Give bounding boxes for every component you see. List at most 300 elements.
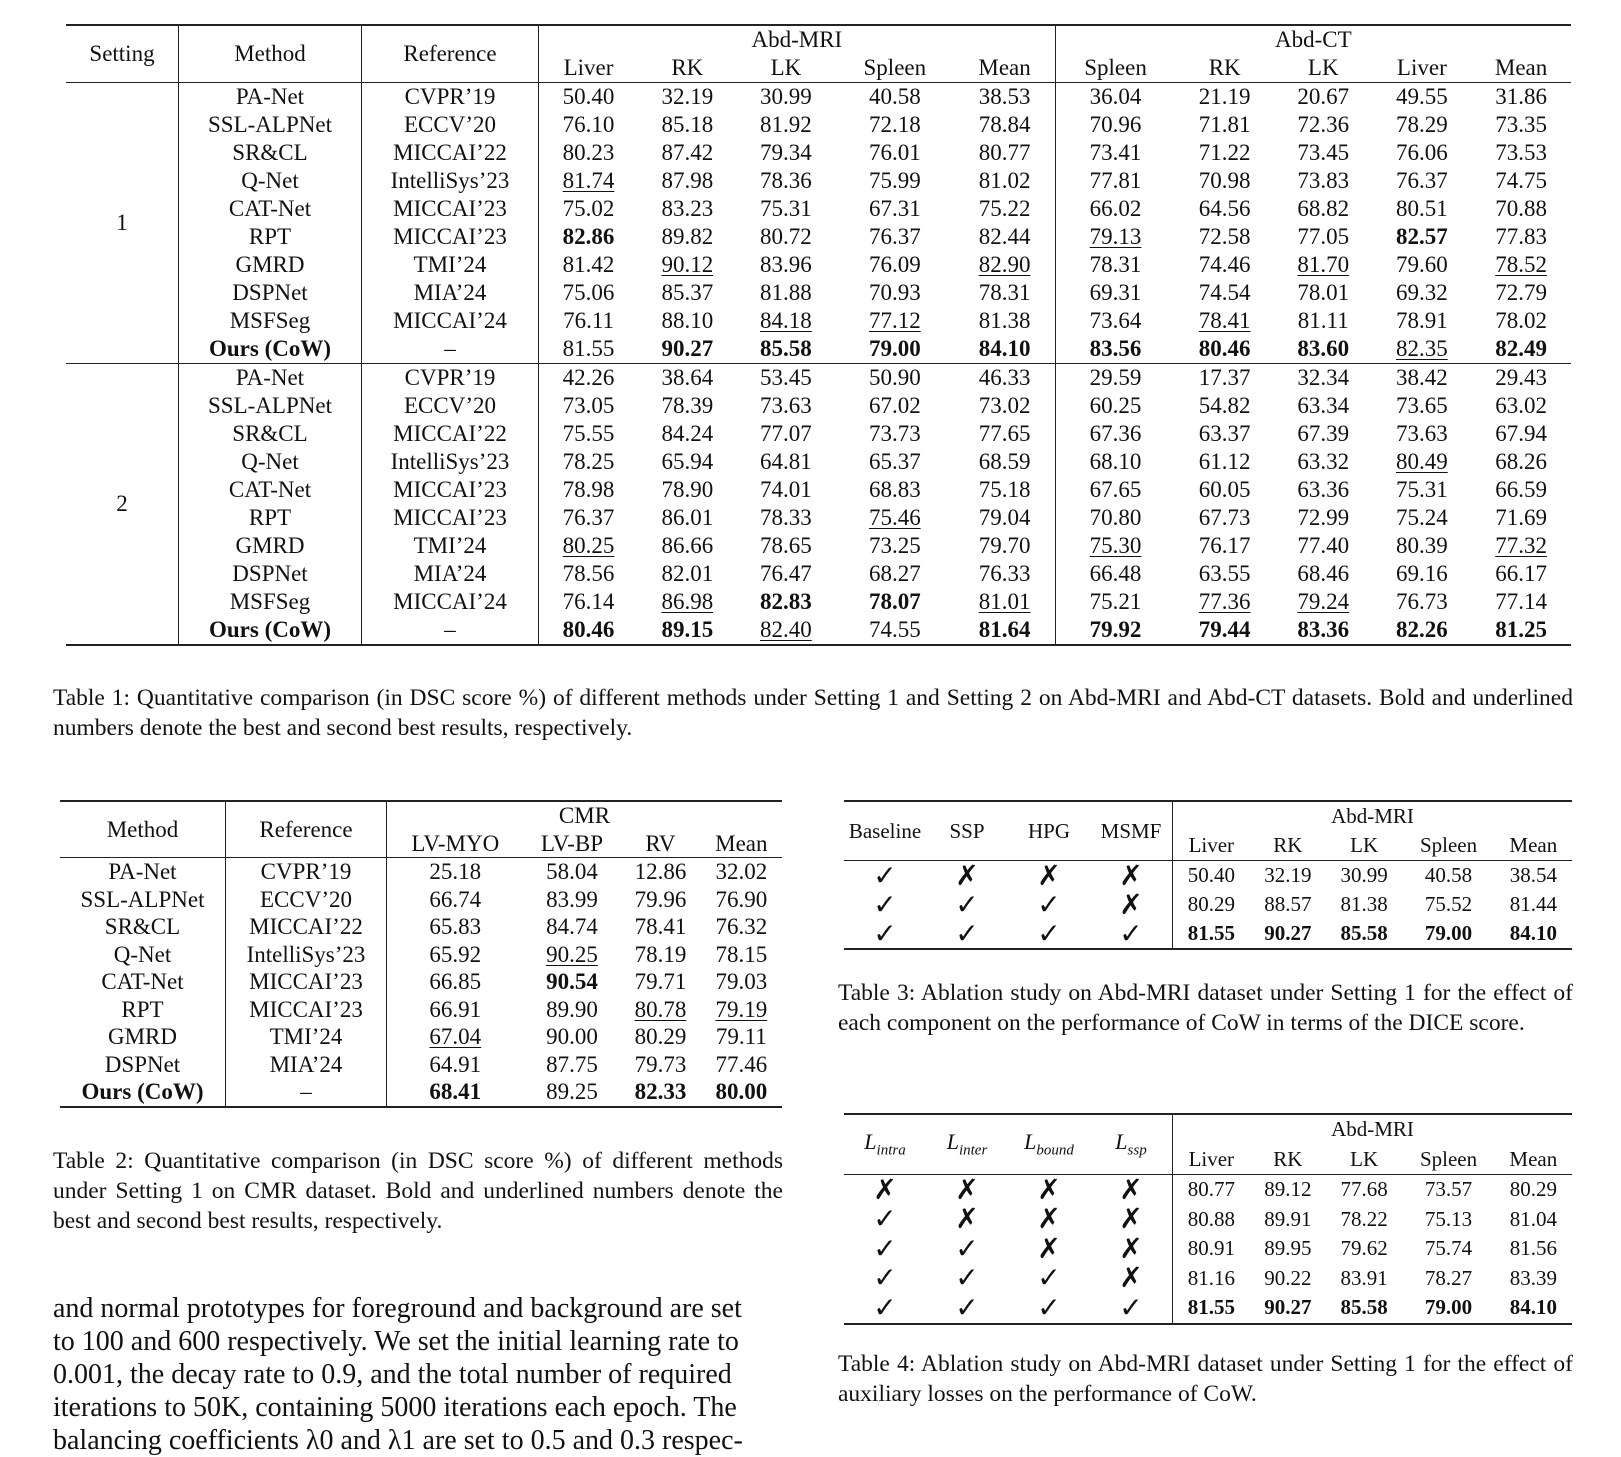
t3-value-cell: 75.52: [1424, 892, 1473, 917]
t1-value: 87.98: [661, 168, 714, 194]
t1-value: 77.81: [1089, 168, 1142, 194]
t1-value-cell: [1175, 139, 1274, 167]
t1-subheader-liver: Liver: [1396, 55, 1447, 81]
t1-value-cell: [737, 448, 836, 476]
t1-value: 88.10: [661, 308, 714, 334]
t1-value-cell: [1175, 420, 1274, 448]
t1-value-cell: [539, 532, 639, 560]
t1-value-cell: [1274, 195, 1373, 223]
t1-value: 17.37: [1198, 365, 1251, 391]
t2-value-cell: [524, 996, 621, 1024]
t1-value: 53.45: [760, 365, 812, 391]
t1-value: 67.02: [868, 393, 921, 419]
t1-reference-cell: TMI’24: [362, 532, 539, 560]
t1-value: 81.55: [562, 336, 615, 362]
t1-value: 73.65: [1395, 393, 1448, 419]
t1-value: 76.37: [868, 224, 921, 250]
t1-value: 79.13: [1089, 224, 1142, 250]
t1-value: 78.36: [760, 168, 812, 194]
t1-reference-cell: MICCAI’23: [362, 504, 539, 532]
t2-value: 90.25: [546, 941, 598, 967]
t1-subheader-lk: LK: [770, 55, 802, 81]
t1-value-cell: [737, 560, 836, 588]
t1-value: 76.14: [562, 589, 615, 615]
t2-value: 77.46: [715, 1051, 768, 1077]
check-icon: ✓: [873, 887, 897, 921]
t1-value: 68.27: [868, 561, 921, 587]
t1-value: 78.29: [1395, 112, 1448, 138]
t1-value: 29.59: [1089, 365, 1142, 391]
t1-value: 63.37: [1198, 421, 1251, 447]
t1-value: 74.55: [868, 617, 921, 643]
t2-value: 90.54: [546, 969, 598, 995]
t4-value-cell: 80.77: [1173, 1175, 1250, 1205]
t1-value-cell: [1175, 560, 1274, 588]
t1-value: 67.94: [1495, 421, 1547, 447]
t1-value: 60.25: [1089, 393, 1142, 419]
t1-method-cell: SSL-ALPNet: [179, 392, 362, 420]
t1-method-cell: RPT: [179, 223, 362, 251]
t1-value: 65.94: [661, 449, 714, 475]
t1-reference-cell: ECCV’20: [362, 392, 539, 420]
check-icon: ✓: [955, 1231, 979, 1265]
cross-icon: ✗: [1119, 1202, 1143, 1236]
t1-value: 90.12: [661, 252, 714, 278]
t1-value-cell: [835, 560, 954, 588]
t4-value-cell: 81.04: [1509, 1206, 1557, 1231]
t1-method-cell: CAT-Net: [179, 195, 362, 223]
t1-value-cell: [1055, 588, 1175, 616]
t2-value-cell: [620, 996, 700, 1024]
t1-method-cell: MSFSeg: [179, 307, 362, 335]
t3-subheader-rk: RK: [1273, 833, 1303, 858]
t1-value-cell: [539, 307, 639, 335]
table-row: [844, 1234, 1572, 1264]
t1-value: 64.56: [1198, 196, 1251, 222]
table-3-caption: Table 3: Ablation study on Abd-MRI dataset under Setting 1 for the effect of each component on the performance of CoW in terms of the DICE score.: [838, 980, 1573, 1036]
t1-value-cell: [954, 504, 1055, 532]
t4-loss-symbol: L: [946, 1128, 959, 1154]
check-icon: ✓: [873, 916, 897, 950]
t1-value: 79.92: [1089, 617, 1142, 643]
t1-value-cell: [1175, 223, 1274, 251]
t3-value-cell: 30.99: [1340, 863, 1388, 888]
t1-value: 82.49: [1495, 336, 1547, 362]
cross-icon: ✗: [1119, 1172, 1143, 1206]
t1-value-cell: [539, 476, 639, 504]
t1-value: 80.23: [562, 140, 615, 166]
t1-value: 75.22: [978, 196, 1031, 222]
t1-value: 68.10: [1089, 449, 1142, 475]
t1-value-cell: [1175, 111, 1274, 139]
t2-value: 89.25: [546, 1079, 598, 1105]
t1-value-cell: [1274, 560, 1373, 588]
t1-value-cell: [1373, 223, 1472, 251]
cross-icon: ✗: [1037, 1172, 1061, 1206]
t1-value: 70.88: [1495, 196, 1547, 222]
t4-value-cell: 81.56: [1509, 1236, 1557, 1261]
t1-value: 76.09: [868, 252, 921, 278]
t2-value: 79.71: [634, 969, 687, 995]
t1-setting-cell: 2: [116, 491, 128, 517]
t1-value-cell: [835, 167, 954, 195]
table-row: [844, 1293, 1572, 1324]
table-row: [66, 364, 1571, 393]
t2-value: 79.11: [715, 1024, 767, 1050]
t2-value-cell: [524, 1023, 621, 1051]
t2-method-cell: CAT-Net: [101, 969, 184, 995]
t1-value: 63.36: [1297, 477, 1350, 503]
t1-value-cell: [1055, 392, 1175, 420]
t2-value-cell: [620, 968, 700, 996]
t1-value-cell: [1055, 420, 1175, 448]
t2-value: 80.00: [715, 1079, 768, 1105]
t1-value: 70.96: [1089, 112, 1142, 138]
t1-method-cell: GMRD: [179, 251, 362, 279]
table-row: [66, 195, 1571, 223]
t1-value-cell: [1373, 420, 1472, 448]
t1-value-cell: [1274, 588, 1373, 616]
t1-value-cell: [1175, 448, 1274, 476]
t1-value: 66.02: [1089, 196, 1142, 222]
table-row: [60, 858, 782, 886]
table-row: [66, 420, 1571, 448]
t4-value-cell: 84.10: [1509, 1295, 1557, 1320]
t1-value-cell: [1471, 335, 1571, 364]
table-row: [844, 1205, 1572, 1235]
t1-value-cell: [539, 111, 639, 139]
t1-value: 74.46: [1198, 252, 1251, 278]
table-row: [66, 588, 1571, 616]
t1-method-cell: RPT: [179, 504, 362, 532]
t1-value-cell: [835, 307, 954, 335]
t4-loss-subscript: intra: [876, 1142, 906, 1159]
t1-reference-cell: –: [362, 335, 539, 364]
t1-value-cell: [954, 616, 1055, 645]
t1-value-cell: [1175, 392, 1274, 420]
t1-value-cell: [638, 83, 737, 112]
t2-value-cell: [620, 886, 700, 914]
t1-value: 72.58: [1198, 224, 1251, 250]
t1-value: 66.48: [1089, 561, 1142, 587]
table-row: [66, 307, 1571, 335]
t1-value-cell: [638, 251, 737, 279]
t1-value-cell: [835, 364, 954, 393]
t2-value-cell: [701, 968, 782, 996]
t1-value: 86.98: [661, 589, 714, 615]
t1-setting-cell: 1: [116, 210, 128, 236]
t1-value: 75.30: [1089, 533, 1142, 559]
t1-value-cell: [1471, 251, 1571, 279]
t1-value: 75.06: [562, 280, 615, 306]
t4-value-cell: 80.88: [1173, 1205, 1250, 1235]
t1-value: 83.36: [1297, 617, 1350, 643]
t3-value-cell: 81.55: [1173, 919, 1250, 949]
t2-value-cell: [387, 1078, 524, 1107]
t4-loss-symbol: L: [864, 1128, 877, 1154]
t2-value: 65.92: [429, 941, 482, 967]
t2-value: 66.74: [429, 886, 482, 912]
t2-value: 76.90: [715, 886, 768, 912]
t3-value-cell: 90.27: [1264, 921, 1312, 946]
t1-value: 76.37: [562, 505, 615, 531]
t1-value: 82.83: [760, 589, 812, 615]
t1-value-cell: [954, 139, 1055, 167]
t1-subheader-rk: RK: [1208, 55, 1241, 81]
t1-value: 77.12: [868, 308, 921, 334]
t1-value: 75.21: [1089, 589, 1142, 615]
t1-value-cell: [835, 139, 954, 167]
t1-value-cell: [835, 111, 954, 139]
table-row: [66, 223, 1571, 251]
t2-value-cell: [387, 858, 524, 886]
t1-method-cell: SR&CL: [179, 420, 362, 448]
t1-value: 31.86: [1495, 84, 1547, 110]
t1-value: 77.32: [1495, 533, 1547, 559]
t1-value: 61.12: [1198, 449, 1251, 475]
t3-value-cell: 80.29: [1173, 890, 1250, 919]
t1-value-cell: [1055, 560, 1175, 588]
t1-value-cell: [1055, 476, 1175, 504]
t1-header-setting: Setting: [89, 41, 155, 67]
t2-value-cell: [387, 913, 524, 941]
t1-value-cell: [835, 532, 954, 560]
t1-value: 77.07: [760, 421, 812, 447]
t1-value-cell: [1175, 251, 1274, 279]
t1-value-cell: [1373, 111, 1472, 139]
table-2: [60, 800, 782, 1108]
t1-value: 75.24: [1395, 505, 1448, 531]
t1-value: 85.58: [760, 336, 812, 362]
t2-method-cell: GMRD: [107, 1024, 177, 1050]
t1-value: 68.46: [1297, 561, 1350, 587]
t1-value-cell: [1471, 616, 1571, 645]
t1-value: 73.05: [562, 393, 615, 419]
t1-value: 82.44: [978, 224, 1031, 250]
t1-subheader-mean: Mean: [1494, 55, 1548, 81]
t4-loss-subscript: inter: [958, 1142, 988, 1159]
t4-subheader-mean: Mean: [1509, 1146, 1558, 1171]
t2-value-cell: [524, 1078, 621, 1107]
t1-value: 79.70: [978, 533, 1031, 559]
t1-reference-cell: MICCAI’24: [362, 307, 539, 335]
t1-value: 78.91: [1395, 308, 1448, 334]
t1-value-cell: [1373, 448, 1472, 476]
t1-value-cell: [835, 476, 954, 504]
t1-value: 78.01: [1297, 280, 1350, 306]
t1-value: 64.81: [760, 449, 812, 475]
t1-value-cell: [737, 307, 836, 335]
t1-value: 75.02: [562, 196, 615, 222]
t1-value: 50.90: [868, 365, 921, 391]
t2-value-cell: [524, 858, 621, 886]
t1-value-cell: [1175, 335, 1274, 364]
t2-value: 58.04: [546, 859, 598, 885]
t1-value-cell: [1055, 195, 1175, 223]
t1-value: 71.22: [1198, 140, 1251, 166]
t2-value-cell: [524, 941, 621, 969]
table-row: [60, 968, 782, 996]
t1-value: 77.65: [978, 421, 1031, 447]
t1-value: 77.05: [1297, 224, 1350, 250]
t2-value: 80.78: [634, 996, 687, 1022]
t1-value-cell: [737, 532, 836, 560]
t1-value-cell: [638, 195, 737, 223]
t1-value: 73.83: [1297, 168, 1350, 194]
t1-value-cell: [954, 223, 1055, 251]
t1-value: 79.60: [1395, 252, 1448, 278]
t1-value: 50.40: [562, 84, 615, 110]
t1-value-cell: [1055, 279, 1175, 307]
t1-value-cell: [737, 279, 836, 307]
t1-value: 73.63: [1395, 421, 1448, 447]
check-icon: ✓: [873, 858, 897, 892]
table-1: [66, 24, 1571, 646]
t1-value: 72.18: [868, 112, 921, 138]
t1-header-abd-mri: Abd-MRI: [539, 25, 1056, 54]
t1-value: 83.23: [661, 196, 714, 222]
table-1-caption: Table 1: Quantitative comparison (in DSC score %) of different methods under Setting 1 and Setting 2 on Abd-MRI and Abd-CT datasets. Bold and underlined numbers denote the best and second best results, respectively.: [53, 685, 1573, 741]
table-row: [60, 1078, 782, 1107]
t2-reference-cell: MICCAI’22: [226, 913, 387, 941]
t1-value: 32.34: [1297, 365, 1350, 391]
t1-value: 74.01: [760, 477, 812, 503]
t4-header-abd-mri: Abd-MRI: [1173, 1114, 1573, 1145]
t2-value: 68.41: [429, 1079, 482, 1105]
t1-reference-cell: IntelliSys’23: [362, 448, 539, 476]
t3-value-cell: 32.19: [1264, 863, 1312, 888]
t1-value-cell: [954, 279, 1055, 307]
t1-value: 81.02: [978, 168, 1031, 194]
t4-value-cell: 83.91: [1340, 1265, 1388, 1290]
t1-value-cell: [1373, 392, 1472, 420]
t1-value: 73.73: [868, 421, 921, 447]
t1-value-cell: [1175, 476, 1274, 504]
t3-value-cell: 79.00: [1424, 921, 1473, 946]
t1-value: 81.92: [760, 112, 812, 138]
t1-value-cell: [954, 167, 1055, 195]
t1-value-cell: [1471, 83, 1571, 112]
t1-value-cell: [1274, 307, 1373, 335]
t2-method-cell: Ours (CoW): [81, 1079, 204, 1105]
table-row: [66, 504, 1571, 532]
cross-icon: ✗: [1119, 858, 1143, 892]
t1-value-cell: [638, 504, 737, 532]
t2-value: 66.91: [429, 996, 482, 1022]
t4-value-cell: 75.74: [1424, 1236, 1473, 1261]
t1-value: 76.17: [1198, 533, 1251, 559]
t1-value-cell: [835, 223, 954, 251]
t3-subheader-liver: Liver: [1173, 831, 1250, 861]
t4-header-loss-inter: [926, 1114, 1008, 1175]
table-row: [66, 335, 1571, 364]
t1-value-cell: [1373, 364, 1472, 393]
t2-subheader-lv-bp: LV-BP: [540, 830, 604, 856]
t2-value: 65.83: [429, 914, 482, 940]
t1-value: 78.98: [562, 477, 615, 503]
t1-reference-cell: MICCAI’24: [362, 588, 539, 616]
t1-value: 46.33: [978, 365, 1031, 391]
t2-value: 78.41: [634, 914, 687, 940]
t4-value-cell: 80.91: [1173, 1234, 1250, 1264]
t1-value: 78.56: [562, 561, 615, 587]
t1-value-cell: [954, 83, 1055, 112]
check-icon: ✓: [955, 1290, 979, 1324]
t1-value: 80.46: [1198, 336, 1251, 362]
t2-value-cell: [620, 941, 700, 969]
t1-value-cell: [1373, 335, 1472, 364]
t1-value: 81.01: [978, 589, 1031, 615]
t1-value-cell: [638, 364, 737, 393]
t2-value: 90.00: [546, 1024, 598, 1050]
t1-reference-cell: MICCAI’23: [362, 476, 539, 504]
check-icon: ✓: [873, 1231, 897, 1265]
t1-value-cell: [1175, 588, 1274, 616]
cross-icon: ✗: [955, 1172, 979, 1206]
t1-value: 60.05: [1198, 477, 1251, 503]
check-icon: ✓: [873, 1202, 897, 1236]
table-4: [844, 1113, 1572, 1325]
t4-value-cell: 89.12: [1264, 1177, 1312, 1202]
t2-method-cell: SR&CL: [104, 914, 181, 940]
t1-value: 49.55: [1395, 84, 1448, 110]
t1-value: 78.31: [1089, 252, 1142, 278]
t1-value: 68.82: [1297, 196, 1350, 222]
t1-value-cell: [1373, 560, 1472, 588]
table-4-caption: Table 4: Ablation study on Abd-MRI dataset under Setting 1 for the effect of auxiliary losses on the performance of CoW.: [838, 1351, 1573, 1407]
t1-value-cell: [835, 335, 954, 364]
t1-reference-cell: MICCAI’22: [362, 139, 539, 167]
t4-value-cell: 75.13: [1424, 1206, 1473, 1231]
t1-value: 67.65: [1089, 477, 1142, 503]
check-icon: ✓: [1037, 887, 1061, 921]
t1-value: 74.75: [1495, 168, 1547, 194]
t4-value-cell: 90.22: [1264, 1265, 1312, 1290]
table-row: [66, 279, 1571, 307]
t1-value: 81.25: [1495, 617, 1547, 643]
t1-value-cell: [1471, 588, 1571, 616]
t2-value-cell: [620, 1051, 700, 1079]
t1-value: 21.19: [1198, 84, 1251, 110]
t1-value: 81.42: [562, 252, 615, 278]
t1-reference-cell: ECCV’20: [362, 111, 539, 139]
t1-value-cell: [1175, 532, 1274, 560]
t3-header-ssp: SSP: [949, 818, 985, 843]
t1-value-cell: [1471, 139, 1571, 167]
t1-value-cell: [1471, 111, 1571, 139]
t1-value-cell: [737, 588, 836, 616]
t1-value-cell: [1274, 476, 1373, 504]
t1-method-cell: PA-Net: [179, 83, 362, 112]
t1-value: 42.26: [562, 365, 615, 391]
paragraph-line: iterations to 50K, containing 5000 iterations each epoch. The: [53, 1392, 737, 1423]
t3-value-cell: 81.38: [1340, 892, 1388, 917]
t1-value: 78.07: [868, 589, 921, 615]
t1-value-cell: [1471, 392, 1571, 420]
paragraph-line: to 100 and 600 respectively. We set the initial learning rate to: [53, 1326, 739, 1357]
t1-value: 78.25: [562, 449, 615, 475]
t4-value-cell: 77.68: [1340, 1177, 1388, 1202]
cross-icon: ✗: [1037, 1202, 1061, 1236]
t2-value-cell: [701, 1023, 782, 1051]
t1-value: 89.15: [661, 617, 714, 643]
t1-value-cell: [737, 251, 836, 279]
t1-value: 76.73: [1395, 589, 1448, 615]
t4-header-loss-intra: [844, 1114, 926, 1175]
t1-value: 82.40: [760, 617, 812, 643]
table-row: [66, 532, 1571, 560]
t1-value-cell: [1373, 616, 1472, 645]
